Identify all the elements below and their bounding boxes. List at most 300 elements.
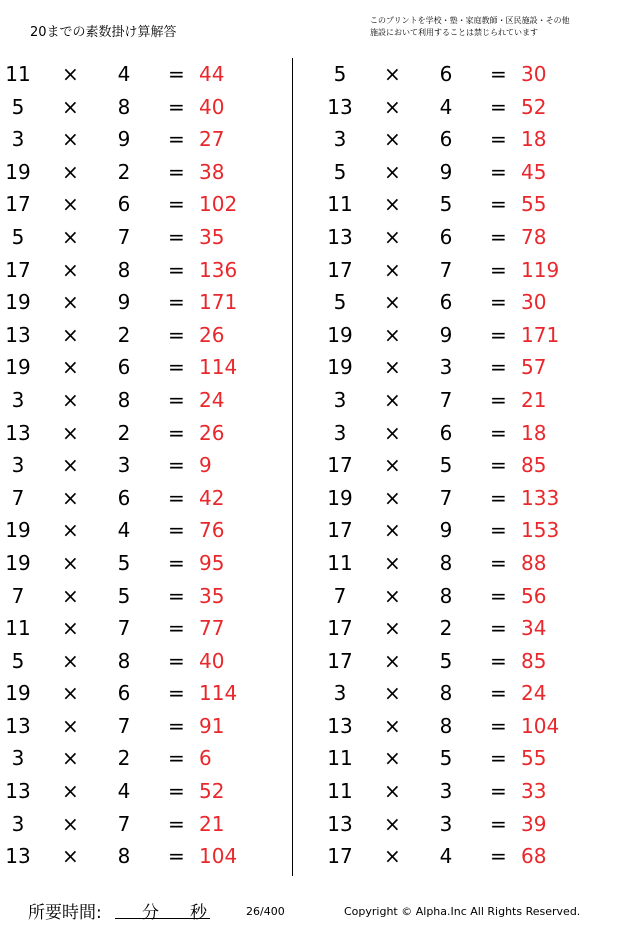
multiplier: 8 [439, 681, 453, 706]
problem-row [0, 188, 290, 221]
times-sign: × [384, 62, 401, 86]
problem-row [322, 580, 622, 613]
times-sign: × [384, 779, 401, 804]
times-sign: × [384, 746, 401, 771]
multiplier: 6 [439, 224, 453, 249]
minutes-label: 分 [142, 903, 159, 923]
times-sign: × [384, 453, 401, 478]
problem-row [0, 808, 290, 841]
multiplier: 8 [117, 94, 131, 119]
times-sign: × [62, 811, 79, 836]
answer: 77 [199, 616, 225, 641]
multiplicand: 13 [5, 713, 31, 738]
answer: 56 [521, 583, 547, 608]
multiplicand: 13 [5, 779, 31, 804]
problem-row [0, 840, 290, 873]
times-sign: × [62, 257, 79, 282]
problem-row [0, 677, 290, 710]
equals-sign: = [490, 811, 507, 836]
answer: 6 [199, 746, 212, 771]
times-sign: × [384, 387, 401, 412]
multiplier: 9 [439, 518, 453, 543]
problem-row [322, 449, 622, 482]
time-required-label: 所要時間: [28, 903, 102, 923]
times-sign: × [62, 322, 79, 347]
multiplicand: 17 [327, 616, 353, 641]
equals-sign: = [490, 127, 507, 152]
answer: 35 [199, 583, 225, 608]
answer: 114 [199, 355, 238, 380]
equals-sign: = [490, 681, 507, 706]
equals-sign: = [490, 94, 507, 119]
times-sign: × [384, 322, 401, 347]
times-sign: × [62, 518, 79, 543]
times-sign: × [384, 485, 401, 510]
times-sign: × [384, 159, 401, 184]
multiplier: 6 [439, 290, 453, 315]
usage-notice: このプリントを学校・塾・家庭教師・区民施設・その他 施設において利用することは禁じられています [370, 16, 570, 37]
answer: 68 [521, 844, 547, 869]
times-sign: × [384, 648, 401, 673]
times-sign: × [384, 844, 401, 869]
answer: 119 [521, 257, 560, 282]
problem-row [0, 123, 290, 156]
times-sign: × [384, 355, 401, 380]
answer: 24 [521, 681, 547, 706]
multiplicand: 17 [327, 453, 353, 478]
equals-sign: = [168, 355, 185, 380]
times-sign: × [62, 583, 79, 608]
multiplier: 5 [439, 746, 453, 771]
times-sign: × [62, 159, 79, 184]
equals-sign: = [490, 648, 507, 673]
multiplier: 3 [439, 779, 453, 804]
answer: 38 [199, 159, 225, 184]
equals-sign: = [490, 420, 507, 445]
answer: 42 [199, 485, 225, 510]
problem-row [0, 710, 290, 743]
right-problem-column [322, 58, 622, 873]
answer: 24 [199, 387, 225, 412]
answer: 52 [199, 779, 225, 804]
column-divider [292, 58, 293, 876]
multiplier: 9 [439, 322, 453, 347]
equals-sign: = [168, 322, 185, 347]
equals-sign: = [490, 62, 507, 86]
times-sign: × [62, 485, 79, 510]
multiplicand: 11 [5, 62, 31, 86]
multiplicand: 11 [327, 779, 353, 804]
multiplier: 2 [117, 322, 131, 347]
multiplier: 2 [439, 616, 453, 641]
worksheet-title: 20までの素数掛け算解答 [30, 25, 177, 40]
equals-sign: = [490, 453, 507, 478]
multiplier: 3 [117, 453, 131, 478]
problem-row [0, 417, 290, 450]
answer: 26 [199, 420, 225, 445]
problem-row [0, 221, 290, 254]
times-sign: × [62, 355, 79, 380]
multiplicand: 5 [11, 224, 25, 249]
multiplier: 2 [117, 159, 131, 184]
equals-sign: = [168, 290, 185, 315]
times-sign: × [62, 62, 79, 86]
multiplicand: 11 [327, 192, 353, 217]
problem-row [322, 742, 622, 775]
equals-sign: = [168, 257, 185, 282]
multiplier: 5 [117, 550, 131, 575]
answer: 40 [199, 94, 225, 119]
multiplier: 6 [439, 127, 453, 152]
problem-row [0, 482, 290, 515]
problem-row [0, 351, 290, 384]
multiplicand: 13 [5, 844, 31, 869]
equals-sign: = [168, 420, 185, 445]
equals-sign: = [490, 224, 507, 249]
answer: 114 [199, 681, 238, 706]
problem-row [322, 221, 622, 254]
times-sign: × [384, 257, 401, 282]
times-sign: × [384, 420, 401, 445]
multiplicand: 19 [5, 518, 31, 543]
equals-sign: = [490, 192, 507, 217]
multiplicand: 17 [327, 648, 353, 673]
equals-sign: = [168, 518, 185, 543]
copyright-notice: Copyright © Alpha.Inc All Rights Reserved. [344, 905, 581, 918]
problem-row [0, 742, 290, 775]
multiplicand: 13 [327, 811, 353, 836]
problem-row [322, 710, 622, 743]
multiplicand: 19 [5, 159, 31, 184]
answer: 104 [199, 844, 238, 869]
multiplier: 3 [439, 355, 453, 380]
equals-sign: = [168, 779, 185, 804]
times-sign: × [62, 94, 79, 119]
equals-sign: = [168, 844, 185, 869]
problem-row [0, 449, 290, 482]
multiplier: 5 [439, 648, 453, 673]
multiplicand: 19 [5, 550, 31, 575]
equals-sign: = [168, 616, 185, 641]
times-sign: × [62, 746, 79, 771]
times-sign: × [384, 713, 401, 738]
answer: 44 [199, 62, 225, 86]
equals-sign: = [490, 290, 507, 315]
equals-sign: = [490, 550, 507, 575]
problem-row [0, 58, 290, 91]
times-sign: × [384, 224, 401, 249]
answer: 34 [521, 616, 547, 641]
times-sign: × [384, 550, 401, 575]
equals-sign: = [168, 453, 185, 478]
multiplier: 8 [117, 257, 131, 282]
problem-row [0, 254, 290, 287]
equals-sign: = [168, 485, 185, 510]
multiplicand: 19 [5, 355, 31, 380]
multiplicand: 7 [11, 583, 25, 608]
answer: 18 [521, 420, 547, 445]
multiplier: 5 [439, 453, 453, 478]
times-sign: × [384, 192, 401, 217]
multiplier: 6 [439, 62, 453, 86]
multiplicand: 13 [5, 420, 31, 445]
equals-sign: = [490, 779, 507, 804]
multiplier: 8 [117, 387, 131, 412]
page-number: 26/400 [246, 905, 285, 918]
multiplier: 4 [439, 94, 453, 119]
multiplier: 9 [117, 127, 131, 152]
multiplier: 7 [117, 713, 131, 738]
multiplier: 6 [117, 681, 131, 706]
answer: 33 [521, 779, 547, 804]
times-sign: × [384, 681, 401, 706]
problem-row [322, 677, 622, 710]
seconds-label: 秒 [190, 903, 207, 923]
problem-row [0, 319, 290, 352]
times-sign: × [62, 387, 79, 412]
equals-sign: = [168, 387, 185, 412]
multiplicand: 11 [327, 550, 353, 575]
problem-row [322, 58, 622, 91]
times-sign: × [384, 290, 401, 315]
multiplier: 7 [439, 257, 453, 282]
problem-row [322, 645, 622, 678]
multiplicand: 7 [333, 583, 347, 608]
multiplicand: 5 [333, 159, 347, 184]
equals-sign: = [168, 713, 185, 738]
problem-row [0, 286, 290, 319]
multiplicand: 3 [11, 127, 25, 152]
multiplicand: 5 [11, 648, 25, 673]
multiplier: 4 [117, 62, 131, 86]
multiplier: 8 [439, 713, 453, 738]
multiplier: 8 [117, 844, 131, 869]
problem-row [322, 417, 622, 450]
answer: 18 [521, 127, 547, 152]
times-sign: × [384, 94, 401, 119]
times-sign: × [62, 550, 79, 575]
multiplier: 3 [439, 811, 453, 836]
multiplicand: 19 [5, 681, 31, 706]
multiplier: 4 [439, 844, 453, 869]
problem-row [322, 91, 622, 124]
times-sign: × [62, 616, 79, 641]
times-sign: × [62, 681, 79, 706]
multiplicand: 13 [327, 94, 353, 119]
answer: 153 [521, 518, 560, 543]
problem-row [0, 612, 290, 645]
multiplicand: 3 [333, 127, 347, 152]
multiplier: 6 [117, 192, 131, 217]
multiplicand: 5 [11, 94, 25, 119]
answer: 21 [199, 811, 225, 836]
multiplier: 4 [117, 518, 131, 543]
multiplicand: 19 [327, 355, 353, 380]
answer: 55 [521, 192, 547, 217]
multiplicand: 13 [327, 224, 353, 249]
problem-row [322, 840, 622, 873]
multiplier: 4 [117, 779, 131, 804]
equals-sign: = [490, 355, 507, 380]
problem-row [0, 580, 290, 613]
answer: 55 [521, 746, 547, 771]
multiplier: 7 [439, 387, 453, 412]
answer: 102 [199, 192, 238, 217]
answer: 57 [521, 355, 547, 380]
left-problem-column [0, 58, 290, 873]
equals-sign: = [490, 616, 507, 641]
problem-row [322, 612, 622, 645]
multiplier: 7 [439, 485, 453, 510]
equals-sign: = [490, 844, 507, 869]
equals-sign: = [490, 485, 507, 510]
equals-sign: = [168, 681, 185, 706]
problem-row [0, 547, 290, 580]
multiplicand: 3 [11, 387, 25, 412]
problem-row [322, 156, 622, 189]
multiplier: 7 [117, 811, 131, 836]
answer: 9 [199, 453, 212, 478]
multiplicand: 17 [5, 257, 31, 282]
times-sign: × [62, 127, 79, 152]
equals-sign: = [168, 811, 185, 836]
multiplicand: 5 [333, 290, 347, 315]
times-sign: × [384, 127, 401, 152]
times-sign: × [62, 844, 79, 869]
multiplier: 6 [117, 485, 131, 510]
multiplier: 2 [117, 420, 131, 445]
problem-row [322, 351, 622, 384]
equals-sign: = [168, 583, 185, 608]
answer: 21 [521, 387, 547, 412]
equals-sign: = [168, 159, 185, 184]
answer: 88 [521, 550, 547, 575]
problem-row [0, 384, 290, 417]
multiplicand: 3 [333, 420, 347, 445]
multiplier: 8 [117, 648, 131, 673]
multiplicand: 19 [327, 485, 353, 510]
multiplier: 6 [439, 420, 453, 445]
problem-row [322, 319, 622, 352]
multiplicand: 13 [5, 322, 31, 347]
times-sign: × [62, 779, 79, 804]
answer: 40 [199, 648, 225, 673]
answer: 171 [521, 322, 560, 347]
equals-sign: = [490, 322, 507, 347]
multiplicand: 17 [5, 192, 31, 217]
equals-sign: = [490, 257, 507, 282]
problem-row [0, 91, 290, 124]
times-sign: × [384, 811, 401, 836]
equals-sign: = [168, 550, 185, 575]
answer: 133 [521, 485, 560, 510]
problem-row [322, 547, 622, 580]
answer: 30 [521, 62, 547, 86]
multiplicand: 19 [327, 322, 353, 347]
multiplicand: 13 [327, 713, 353, 738]
problem-row [0, 775, 290, 808]
multiplicand: 3 [333, 387, 347, 412]
multiplier: 8 [439, 583, 453, 608]
problem-row [322, 286, 622, 319]
times-sign: × [62, 420, 79, 445]
answer: 104 [521, 713, 560, 738]
multiplicand: 17 [327, 518, 353, 543]
answer: 52 [521, 94, 547, 119]
answer: 85 [521, 453, 547, 478]
multiplier: 9 [439, 159, 453, 184]
answer: 95 [199, 550, 225, 575]
multiplicand: 17 [327, 257, 353, 282]
equals-sign: = [168, 127, 185, 152]
times-sign: × [62, 290, 79, 315]
answer: 91 [199, 713, 225, 738]
answer: 78 [521, 224, 547, 249]
multiplier: 7 [117, 224, 131, 249]
times-sign: × [384, 518, 401, 543]
problem-row [0, 514, 290, 547]
multiplier: 2 [117, 746, 131, 771]
problem-row [0, 156, 290, 189]
times-sign: × [62, 713, 79, 738]
multiplier: 6 [117, 355, 131, 380]
problem-row [322, 123, 622, 156]
problem-row [322, 482, 622, 515]
answer: 45 [521, 159, 547, 184]
times-sign: × [384, 616, 401, 641]
multiplier: 8 [439, 550, 453, 575]
equals-sign: = [490, 518, 507, 543]
multiplicand: 5 [333, 62, 347, 86]
answer: 26 [199, 322, 225, 347]
multiplicand: 11 [327, 746, 353, 771]
multiplicand: 19 [5, 290, 31, 315]
multiplicand: 17 [327, 844, 353, 869]
problem-row [0, 645, 290, 678]
multiplicand: 3 [333, 681, 347, 706]
equals-sign: = [490, 583, 507, 608]
equals-sign: = [168, 648, 185, 673]
multiplicand: 3 [11, 746, 25, 771]
multiplier: 5 [439, 192, 453, 217]
answer: 136 [199, 257, 238, 282]
answer: 39 [521, 811, 547, 836]
multiplicand: 3 [11, 453, 25, 478]
multiplicand: 7 [11, 485, 25, 510]
equals-sign: = [168, 746, 185, 771]
problem-row [322, 775, 622, 808]
times-sign: × [62, 648, 79, 673]
multiplier: 5 [117, 583, 131, 608]
equals-sign: = [490, 746, 507, 771]
equals-sign: = [490, 713, 507, 738]
problem-row [322, 188, 622, 221]
multiplicand: 11 [5, 616, 31, 641]
times-sign: × [62, 453, 79, 478]
equals-sign: = [168, 94, 185, 119]
equals-sign: = [168, 62, 185, 86]
problem-row [322, 254, 622, 287]
answer: 30 [521, 290, 547, 315]
equals-sign: = [168, 224, 185, 249]
times-sign: × [384, 583, 401, 608]
times-sign: × [62, 192, 79, 217]
problem-row [322, 384, 622, 417]
equals-sign: = [168, 192, 185, 217]
multiplier: 9 [117, 290, 131, 315]
answer: 85 [521, 648, 547, 673]
answer: 171 [199, 290, 238, 315]
